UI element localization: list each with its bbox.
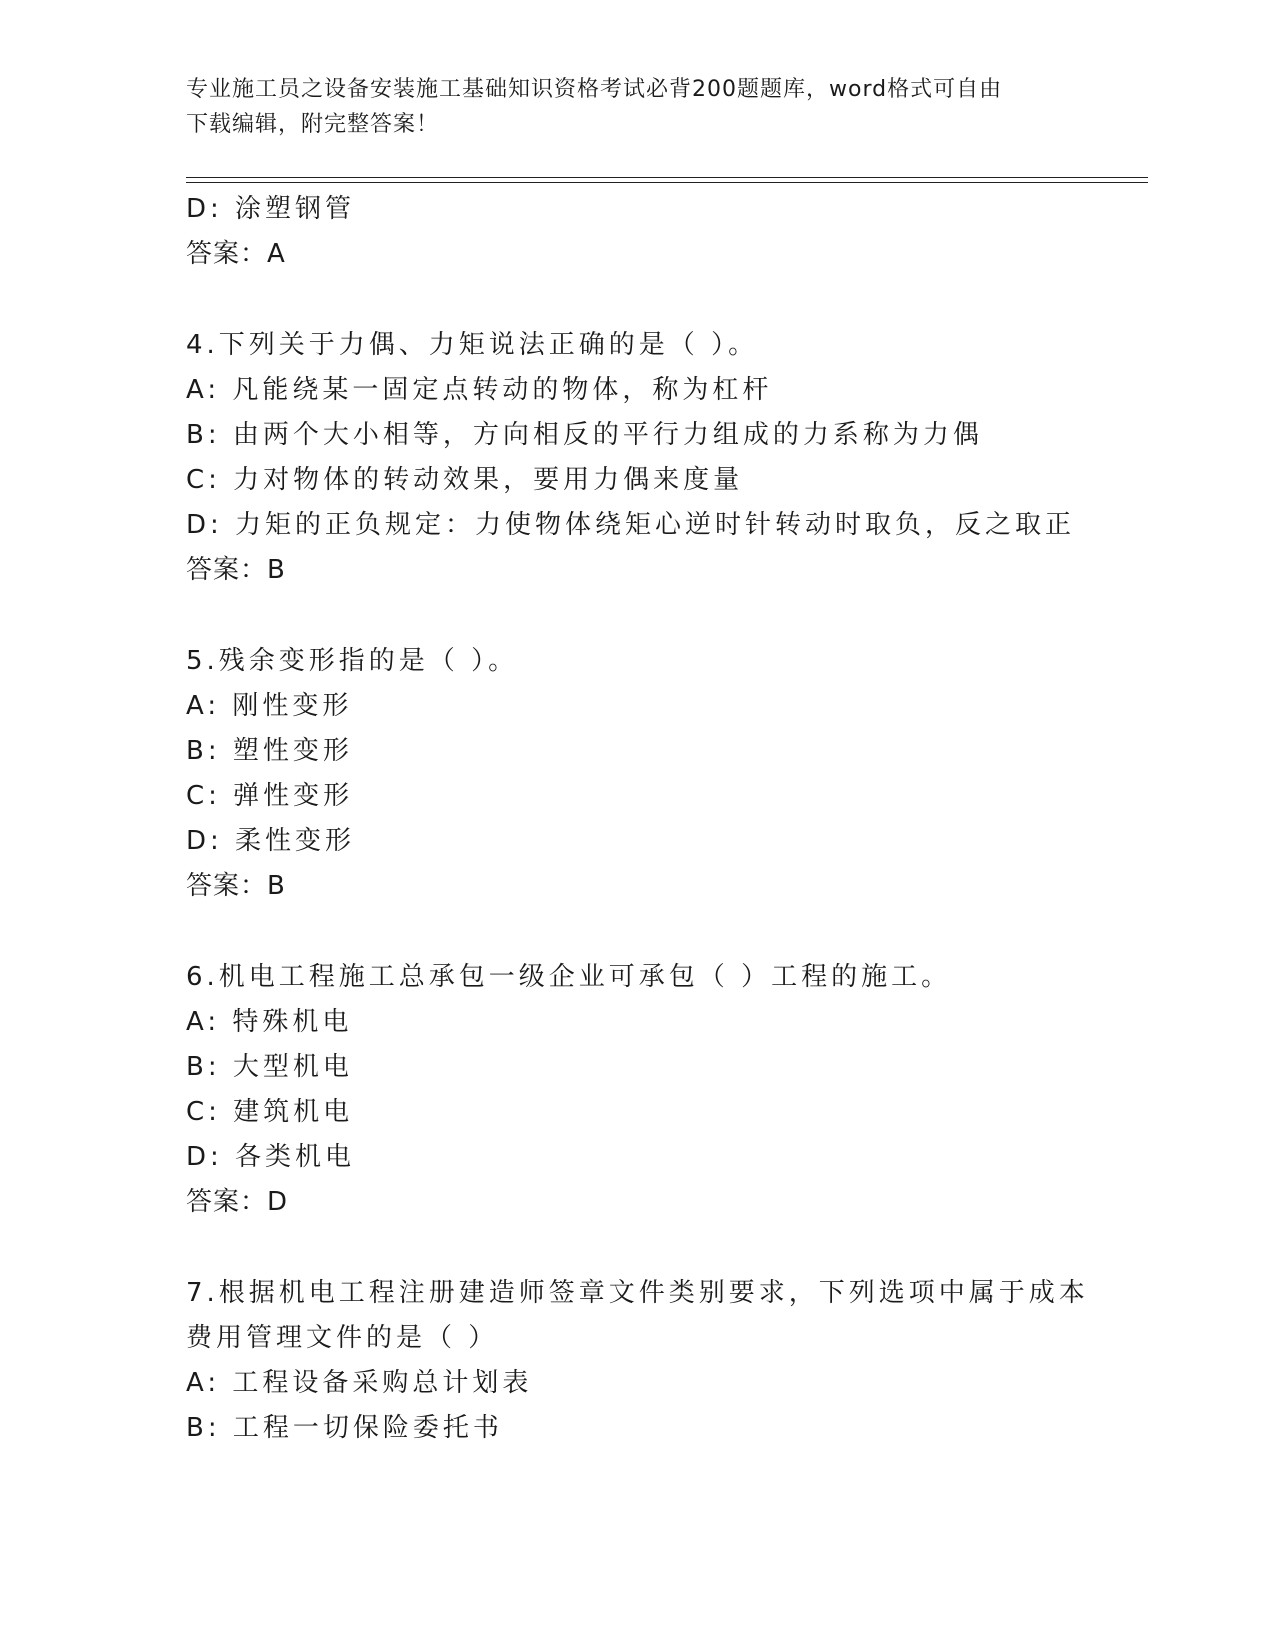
page-header: [186, 72, 1086, 142]
header-divider-top: [186, 177, 1148, 178]
option-b: B: 工程一切保险委托书: [186, 1413, 503, 1443]
header-line-2: 下载编辑，附完整答案！: [186, 112, 440, 137]
question-7: [186, 1271, 1146, 1451]
question-list: [186, 187, 1146, 1451]
question-stem: 6.机电工程施工总承包一级企业可承包（ ）工程的施工。: [186, 962, 952, 992]
question-6: [186, 955, 1146, 1225]
question-stem-line-1: 7.根据机电工程注册建造师签章文件类别要求，下列选项中属于成本: [186, 1278, 1089, 1308]
option-c: C: 力对物体的转动效果，要用力偶来度量: [186, 465, 744, 495]
option-a: A: 工程设备采购总计划表: [186, 1368, 533, 1398]
option-d: D: 力矩的正负规定：力使物体绕矩心逆时针转动时取负，反之取正: [186, 510, 1076, 540]
spacer: [186, 277, 1146, 323]
question-stem: 4.下列关于力偶、力矩说法正确的是（ ）。: [186, 330, 759, 360]
option-d: D: 柔性变形: [186, 826, 356, 856]
question-stem-line-2: 费用管理文件的是（ ）: [186, 1323, 499, 1353]
option-a: A: 刚性变形: [186, 691, 353, 721]
spacer: [186, 909, 1146, 955]
question-5: [186, 639, 1146, 909]
option-a: A: 特殊机电: [186, 1007, 353, 1037]
option-c: C: 建筑机电: [186, 1097, 354, 1127]
option-a: A: 凡能绕某一固定点转动的物体，称为杠杆: [186, 375, 773, 405]
option-d: D: 各类机电: [186, 1142, 356, 1172]
question-4: [186, 323, 1146, 593]
answer: 答案：D: [186, 1187, 289, 1217]
option-d: D: 涂塑钢管: [186, 194, 356, 224]
spacer: [186, 1225, 1146, 1271]
answer: 答案：B: [186, 871, 286, 901]
option-b: B: 由两个大小相等，方向相反的平行力组成的力系称为力偶: [186, 420, 983, 450]
header-divider-bottom: [186, 182, 1148, 183]
answer: 答案：A: [186, 239, 286, 269]
option-c: C: 弹性变形: [186, 781, 354, 811]
answer: 答案：B: [186, 555, 286, 585]
question-3-tail: [186, 187, 1146, 277]
spacer: [186, 593, 1146, 639]
header-line-1: 专业施工员之设备安装施工基础知识资格考试必背200题题库，word格式可自由: [186, 77, 1003, 102]
question-stem: 5.残余变形指的是（ ）。: [186, 646, 519, 676]
option-b: B: 大型机电: [186, 1052, 353, 1082]
option-b: B: 塑性变形: [186, 736, 353, 766]
